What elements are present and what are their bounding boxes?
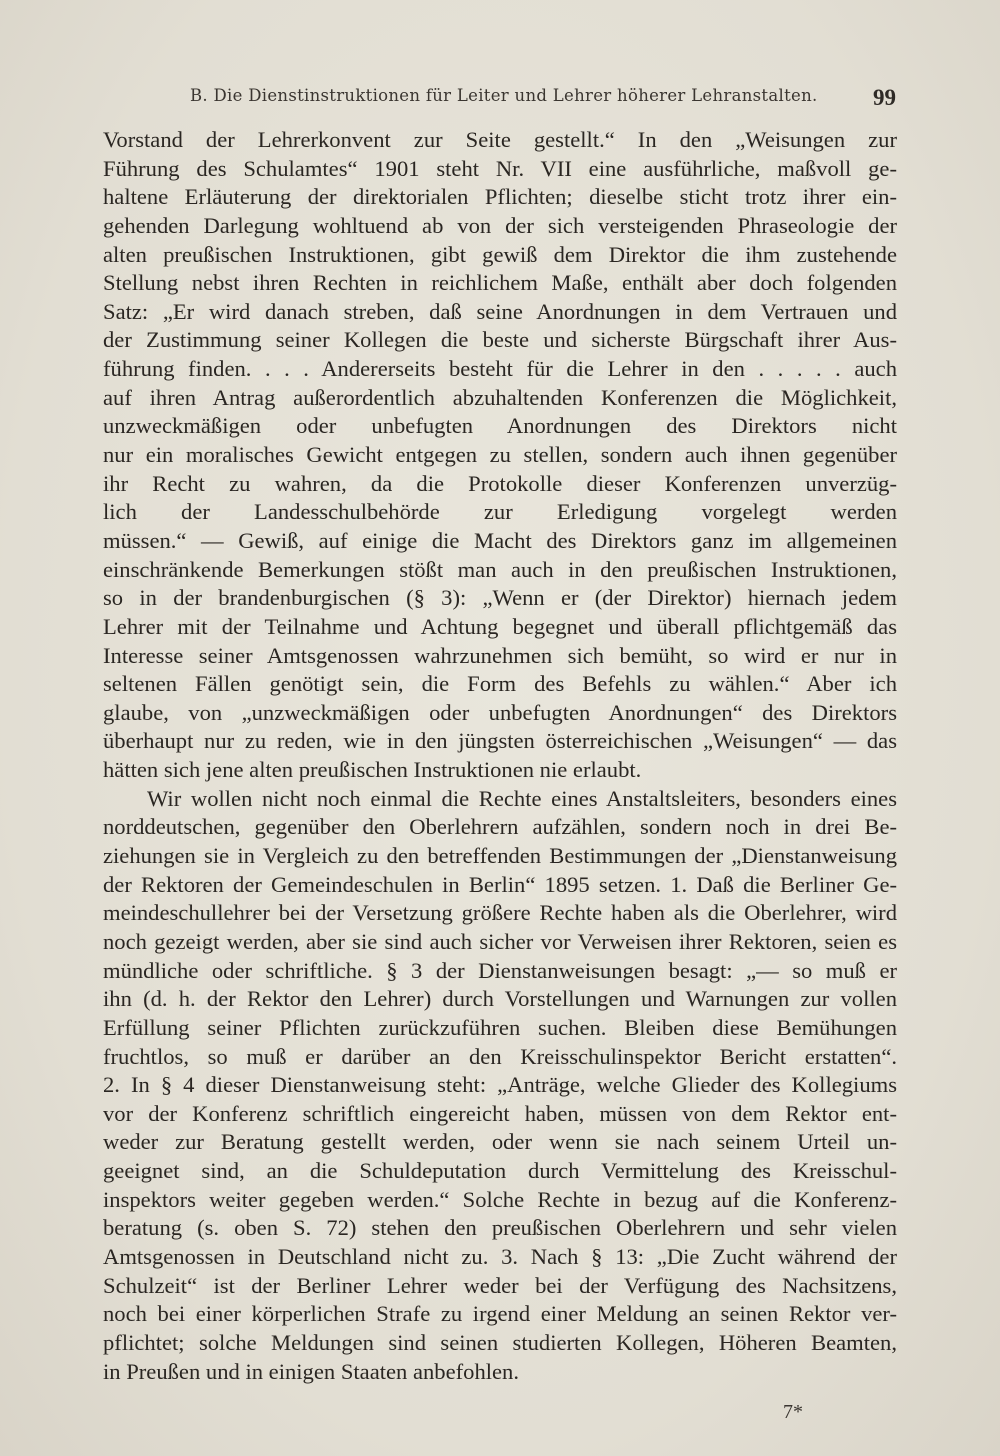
text-line: geeignet sind, an die Schuldeputation durch Vermittelung des Kreisschul- bbox=[103, 1158, 897, 1184]
text-line: mündliche oder schriftliche. § 3 der Dienstanweisungen besagt: „— so muß er bbox=[103, 957, 897, 983]
text-line: noch gezeigt werden, aber sie sind auch sicher vor Verweisen ihrer Rektoren, seien es bbox=[103, 928, 897, 954]
text-line: unzweckmäßigen oder unbefugten Anordnungen des Direktors nicht bbox=[103, 413, 897, 439]
text-line: alten preußischen Instruktionen, gibt gewiß dem Direktor die ihm zustehende bbox=[103, 241, 897, 267]
signature-mark: 7* bbox=[783, 1401, 803, 1423]
text-line: noch bei einer körperlichen Strafe zu irgend einer Meldung an seinen Rektor ver- bbox=[103, 1301, 897, 1327]
text-line: lich der Landesschulbehörde zur Erledigung vorgelegt werden bbox=[103, 499, 897, 525]
text-line: führung finden. . . . Andererseits besteht für die Lehrer in den . . . . . auch bbox=[103, 356, 897, 382]
text-line: Lehrer mit der Teilnahme und Achtung begegnet und überall pflichtgemäß das bbox=[103, 613, 897, 639]
text-line: Erfüllung seiner Pflichten zurückzuführen suchen. Bleiben diese Bemühungen bbox=[103, 1014, 897, 1040]
text-line: der Zustimmung seiner Kollegen die beste und sicherste Bürgschaft ihrer Aus- bbox=[103, 327, 897, 353]
text-line: 2. In § 4 dieser Dienstanweisung steht: „Anträge, welche Glieder des Kollegiums bbox=[103, 1072, 897, 1098]
paragraph-start-line: Wir wollen nicht noch einmal die Rechte eines Anstaltsleiters, besonders eines bbox=[147, 785, 897, 811]
body-text bbox=[103, 126, 897, 1386]
text-line: auf ihren Antrag außerordentlich abzuhaltenden Konferenzen die Möglichkeit, bbox=[103, 384, 897, 410]
text-line: Stellung nebst ihren Rechten in reichlichem Maße, enthält aber doch folgenden bbox=[103, 270, 897, 296]
text-line: weder zur Beratung gestellt werden, oder wenn sie nach seinem Urteil un- bbox=[103, 1129, 897, 1155]
text-line: ziehungen sie in Vergleich zu den betreffenden Bestimmungen der „Dienstanweisung bbox=[103, 843, 897, 869]
text-line: pflichtet; solche Meldungen sind seinen studierten Kollegen, Höheren Beamten, bbox=[103, 1329, 897, 1355]
text-line: ihr Recht zu wahren, da die Protokolle dieser Konferenzen unverzüg- bbox=[103, 470, 897, 496]
text-line: einschränkende Bemerkungen stößt man auch in den preußischen Instruktionen, bbox=[103, 556, 897, 582]
paragraph-end-line: in Preußen und in einigen Staaten anbefohlen. bbox=[103, 1358, 519, 1384]
text-line: seltenen Fällen genötigt sein, die Form des Befehls zu wählen.“ Aber ich bbox=[103, 671, 897, 697]
text-line: inspektors weiter gegeben werden.“ Solche Rechte in bezug auf die Konferenz- bbox=[103, 1186, 897, 1212]
text-line: so in der brandenburgischen (§ 3): „Wenn er (der Direktor) hiernach jedem bbox=[103, 585, 897, 611]
text-line: Führung des Schulamtes“ 1901 steht Nr. VII eine ausführliche, maßvoll ge- bbox=[103, 155, 897, 181]
text-line: gehenden Darlegung wohltuend ab von der sich versteigenden Phraseologie der bbox=[103, 212, 897, 238]
text-line: nur ein moralisches Gewicht entgegen zu stellen, sondern auch ihnen gegenüber bbox=[103, 442, 897, 468]
text-line: Satz: „Er wird danach streben, daß seine Anordnungen in dem Vertrauen und bbox=[103, 298, 897, 324]
text-line: Amtsgenossen in Deutschland nicht zu. 3. Nach § 13: „Die Zucht während der bbox=[103, 1243, 897, 1269]
text-line: müssen.“ — Gewiß, auf einige die Macht des Direktors ganz im allgemeinen bbox=[103, 527, 897, 553]
text-line: beratung (s. oben S. 72) stehen den preußischen Oberlehrern und sehr vielen bbox=[103, 1215, 897, 1241]
paragraph-end-line: hätten sich jene alten preußischen Instruktionen nie erlaubt. bbox=[103, 757, 642, 783]
page-number: 99 bbox=[873, 85, 896, 110]
text-line: norddeutschen, gegenüber den Oberlehrern aufzählen, sondern noch in drei Be- bbox=[103, 814, 897, 840]
text-line: ihn (d. h. der Rektor den Lehrer) durch Vorstellungen und Warnungen zur vollen bbox=[103, 986, 897, 1012]
text-line: vor der Konferenz schriftlich eingereicht haben, müssen von dem Rektor ent- bbox=[103, 1100, 897, 1126]
running-head: B. Die Dienstinstruktionen für Leiter und Lehrer höherer Lehranstalten. bbox=[190, 86, 818, 105]
text-line: Schulzeit“ ist der Berliner Lehrer weder bei der Verfügung des Nachsitzens, bbox=[103, 1272, 897, 1298]
text-line: der Rektoren der Gemeindeschulen in Berlin“ 1895 setzen. 1. Daß die Berliner Ge- bbox=[103, 871, 897, 897]
text-line: fruchtlos, so muß er darüber an den Kreisschulinspektor Bericht erstatten“. bbox=[103, 1043, 897, 1069]
text-line: Vorstand der Lehrerkonvent zur Seite gestellt.“ In den „Weisungen zur bbox=[103, 127, 897, 152]
text-line: überhaupt nur zu reden, wie in den jüngsten österreichischen „Weisungen“ — das bbox=[103, 728, 897, 754]
text-line: meindeschullehrer bei der Versetzung größere Rechte haben als die Oberlehrer, wird bbox=[103, 900, 897, 926]
text-line: glaube, von „unzweckmäßigen oder unbefugten Anordnungen“ des Direktors bbox=[103, 699, 897, 725]
text-line: haltene Erläuterung der direktorialen Pflichten; dieselbe sticht trotz ihrer ein- bbox=[103, 184, 897, 210]
text-line: Interesse seiner Amtsgenossen wahrzunehmen sich bemüht, so wird er nur in bbox=[103, 642, 897, 668]
